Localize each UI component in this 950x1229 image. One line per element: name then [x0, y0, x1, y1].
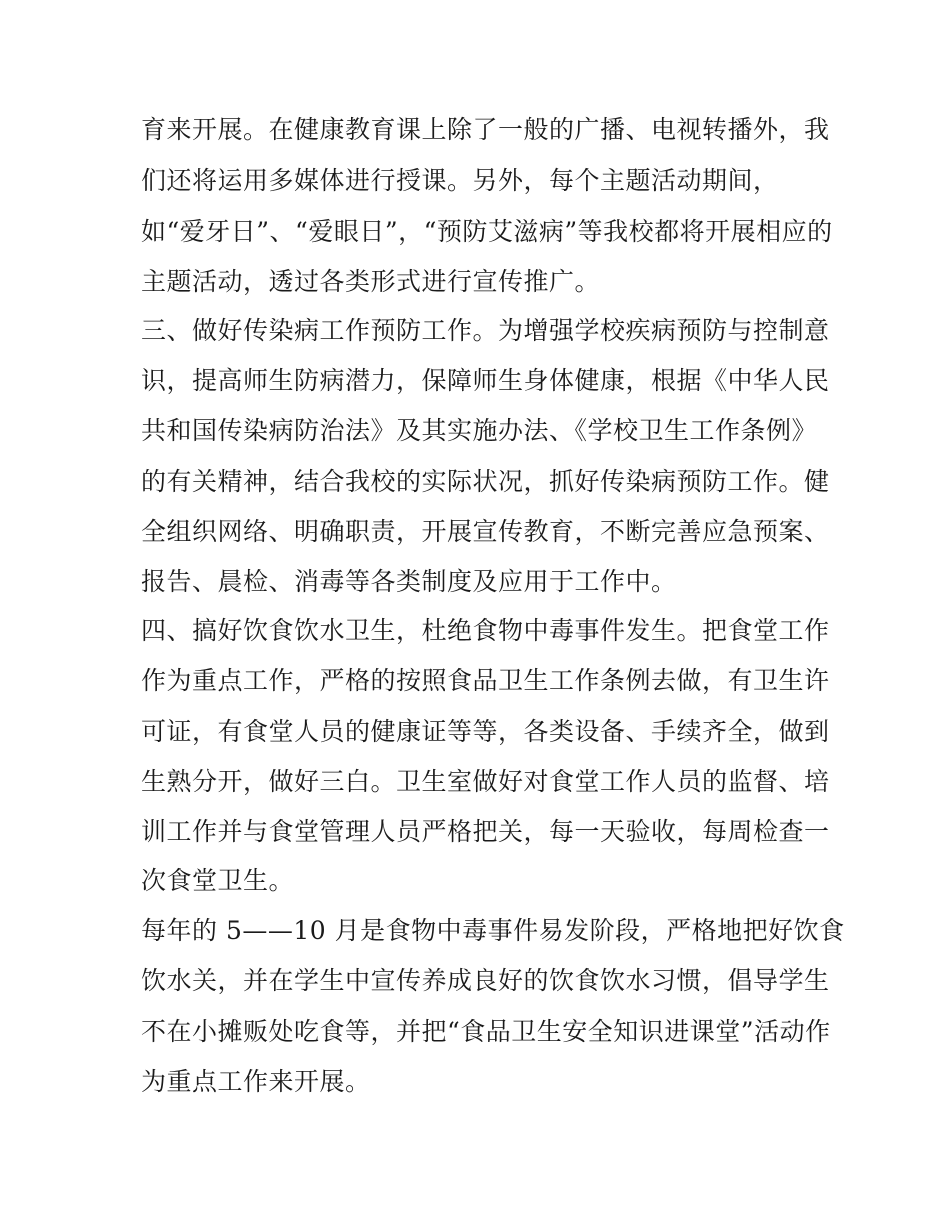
- text-line: 不在小摊贩处吃食等，并把“食品卫生安全知识进课堂”活动作: [141, 1017, 831, 1046]
- text-line: 们还将运用多媒体进行授课。另外，每个主题活动期间，: [141, 166, 779, 195]
- text-line: 四、搞好饮食饮水卫生，杜绝食物中毒事件发生。把食堂工作: [141, 616, 830, 645]
- text-line: 三、做好传染病工作预防工作。为增强学校疾病预防与控制意: [141, 316, 830, 345]
- text-line: 次食堂卫生。: [141, 866, 295, 895]
- text-line: 的有关精神，结合我校的实际状况，抓好传染病预防工作。健: [141, 467, 830, 496]
- text-line: 主题活动，透过各类形式进行宣传推广。: [141, 267, 601, 296]
- text-line: 作为重点工作，严格的按照食品卫生工作条例去做，有卫生许: [141, 666, 830, 695]
- text-line: 生熟分开，做好三白。卫生室做好对食堂工作人员的监督、培: [141, 767, 830, 796]
- text-line: 为重点工作来开展。: [141, 1067, 371, 1096]
- text-line: 全组织网络、明确职责，开展宣传教育，不断完善应急预案、: [141, 517, 830, 546]
- text-line: 可证，有食堂人员的健康证等等，各类设备、手续齐全，做到: [141, 717, 830, 746]
- text-line: 育来开展。在健康教育课上除了一般的广播、电视转播外，我: [141, 115, 830, 144]
- text-line: 共和国传染病防治法》及其实施办法、《学校卫生工作条例》: [141, 416, 818, 445]
- text-line: 训工作并与食堂管理人员严格把关，每一天验收，每周检查一: [141, 817, 830, 846]
- text-line: 报告、晨检、消毒等各类制度及应用于工作中。: [141, 567, 677, 596]
- text-line: 饮水关，并在学生中宣传养成良好的饮食饮水习惯，倡导学生: [141, 966, 830, 995]
- text-line: 识，提高师生防病潜力，保障师生身体健康，根据《中华人民: [141, 366, 830, 395]
- text-line: 如“爱牙日”、“爱眼日”，“预防艾滋病”等我校都将开展相应的: [141, 217, 833, 246]
- text-line: 每年的 5——10 月是食物中毒事件易发阶段，严格地把好饮食: [141, 916, 845, 945]
